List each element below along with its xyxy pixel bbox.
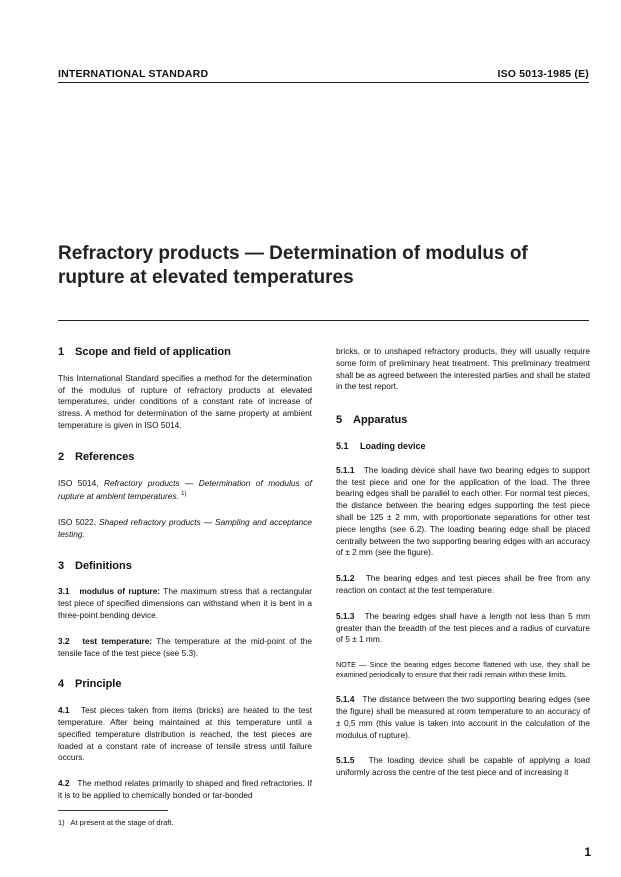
section-3-title: Definitions <box>75 559 132 572</box>
reference-1-code: ISO 5014, <box>58 477 99 488</box>
paragraph-5-1-1-text: The loading device shall have two bearing edges to support the test piece and one for the application of the load. The three bearing edges shall be parallel to each other. For normal test pieces, the distance between the bearing edges supporting the test piece shall be 125 ± 2 mm, with proportionate separations for other test piece lengths (see 6.2). The loading bearing edge shall be placed centrally between the two supporting bearing edges with an accuracy of ± 2 mm (see the figure). <box>336 464 590 558</box>
paragraph-5-1-1 <box>336 465 590 559</box>
continued-text: bricks, or to unshaped refractory products, they will usually require some form of preliminary heat treatment. This preliminary treatment shall be as agreed between the interested parties and shall be stated in the test report. <box>336 346 590 392</box>
paragraph-5-1-2 <box>336 573 590 597</box>
paragraph-5-1-3-text: The bearing edges shall have a length not less than 5 mm greater than the breadth of the test pieces and a radius of curvature of 5 ± 1 mm. <box>336 610 590 645</box>
title-line-1: Refractory products — Determination of modulus of <box>58 243 528 264</box>
footnote <box>58 818 174 827</box>
paragraph-4-2 <box>58 778 312 802</box>
reference-2-code: ISO 5022, <box>58 516 97 527</box>
paragraph-5-1-1-number: 5.1.1 <box>336 464 355 475</box>
title-rule <box>58 320 589 321</box>
footnote-text: At present at the stage of draft. <box>70 818 174 827</box>
subsection-5-1-title: Loading device <box>360 440 426 451</box>
paragraph-5-1-4-text: The distance between the two supporting bearing edges (see the figure) shall be measured at room temperature to an accuracy of ± 0,5 mm (this value is taken into account in the calculation of the modulus of rupture). <box>336 694 591 740</box>
reference-1-title: Refractory products — Determination of modulus of rupture at ambient temperatures. <box>58 477 312 502</box>
subsection-5-1-number: 5.1 <box>336 440 349 451</box>
definition-3-1 <box>58 586 312 621</box>
section-4-heading <box>58 679 312 691</box>
section-1-text: This International Standard specifies a method for the determination of the modulus of rupture of refractory products at elevated temperatures, under conditions of a constant rate of increase of stress. A method for determination of the same property at ambient temperature is given in ISO 5014. <box>58 372 312 430</box>
paragraph-4-2-text: The method relates primarily to shaped and fired refractories. If it is to be applied to chemically bonded or tar-bonded <box>58 778 312 800</box>
paragraph-4-1-number: 4.1 <box>58 705 70 716</box>
header-right: ISO 5013-1985 (E) <box>497 68 589 80</box>
section-5-number: 5 <box>336 414 343 427</box>
reference-2-title: Shaped refractory products — Sampling and acceptance testing. <box>58 516 312 539</box>
section-2-number: 2 <box>58 450 65 463</box>
paragraph-5-1-3-number: 5.1.3 <box>336 610 355 621</box>
footnote-marker: 1) <box>181 491 187 498</box>
reference-2 <box>58 517 312 541</box>
section-1-title: Scope and field of application <box>75 346 231 358</box>
left-column <box>58 347 312 816</box>
section-2-title: References <box>75 450 135 463</box>
definition-3-1-text: The maximum stress that a rectangular test piece of specified dimensions can withstand when it is bent in a three-point bending device. <box>58 586 313 620</box>
paragraph-5-1-2-number: 5.1.2 <box>336 573 355 584</box>
definition-3-2-number: 3.2 <box>58 635 70 646</box>
section-1-number: 1 <box>58 346 65 358</box>
footnote-mark: 1) <box>58 818 65 827</box>
right-column <box>336 346 590 793</box>
paragraph-4-2-number: 4.2 <box>58 778 70 789</box>
definition-3-1-term: modulus of rupture: <box>79 586 161 597</box>
paragraph-5-1-4-number: 5.1.4 <box>336 694 355 705</box>
title-line-2: rupture at elevated temperatures <box>58 267 354 288</box>
header-left: INTERNATIONAL STANDARD <box>58 68 209 80</box>
section-3-heading <box>58 561 312 573</box>
paragraph-5-1-2-text: The bearing edges and test pieces shall be free from any reaction on contact at the test temperature. <box>336 573 590 595</box>
reference-1 <box>58 478 312 503</box>
header-rule <box>58 82 589 83</box>
paragraph-5-1-3 <box>336 611 590 646</box>
section-5-title: Apparatus <box>353 414 408 427</box>
subsection-5-1-heading <box>336 441 590 453</box>
paragraph-4-1-text: Test pieces taken from items (bricks) are heated to the test temperature. After being maintained at this temperature until a specified temperature distribution is reached, the test pieces are loaded at a constant rate of increase of tensile stress until failure occurs. <box>58 705 313 763</box>
page-number: 1 <box>584 845 591 859</box>
definition-3-1-number: 3.1 <box>58 586 70 597</box>
footnote-rule <box>58 810 168 811</box>
definition-3-2-term: test temperature: <box>82 635 153 646</box>
paragraph-5-1-4 <box>336 694 590 741</box>
paragraph-5-1-5 <box>336 755 590 779</box>
section-2-heading <box>58 452 312 464</box>
paragraph-5-1-5-number: 5.1.5 <box>336 755 355 766</box>
section-3-number: 3 <box>58 559 65 572</box>
section-4-title: Principle <box>75 678 122 691</box>
paragraph-5-1-5-text: The loading device shall be capable of applying a load uniformly across the centre of the test piece and of increasing it <box>336 755 590 778</box>
document-title <box>58 242 578 290</box>
section-1-heading <box>58 347 312 359</box>
paragraph-4-1 <box>58 705 312 764</box>
section-4-number: 4 <box>58 678 65 691</box>
definition-3-2 <box>58 636 312 660</box>
section-5-heading <box>336 415 590 427</box>
note-text: NOTE — Since the bearing edges become flattened with use, they shall be examined periodically to ensure that their radii remain within these limits. <box>336 660 590 680</box>
definition-3-2-text: The temperature at the mid-point of the tensile face of the test piece (see 5.3). <box>58 635 313 658</box>
